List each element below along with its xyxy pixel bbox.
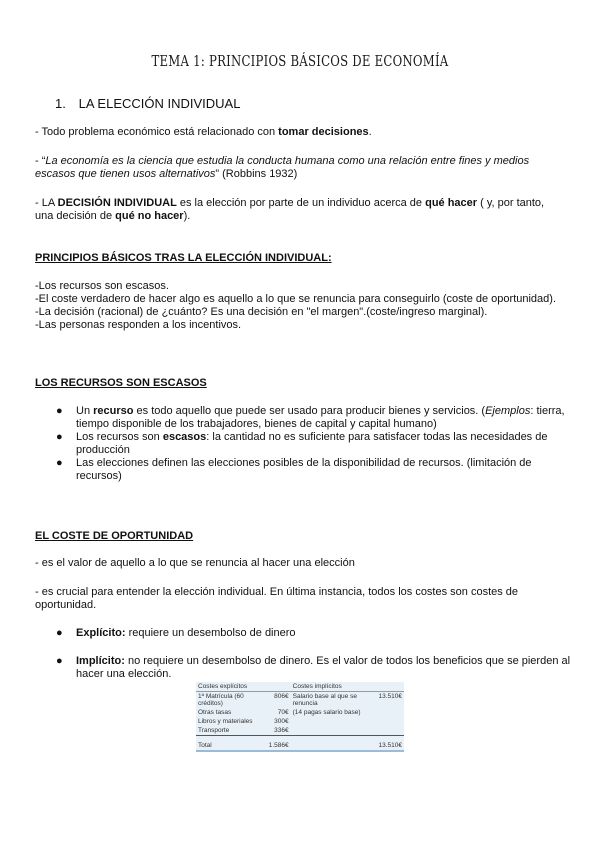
text: Las elecciones definen las elecciones posibles de la disponibilidad de recursos. (limitación de recursos) <box>76 457 532 482</box>
table-row <box>196 708 404 717</box>
text: no requiere un desembolso de dinero. Es el valor de todos los beneficios que se pierden al hacer una elección. <box>76 655 571 680</box>
heading-text: LA ELECCIÓN INDIVIDUAL <box>78 96 241 111</box>
text: . <box>368 126 372 138</box>
table-cell: 1ª Matrícula (60 créditos) <box>198 693 244 707</box>
table-cell: 806€ <box>274 693 289 700</box>
table-total-row <box>196 736 404 752</box>
page-title: TEMA 1: PRINCIPIOS BÁSICOS DE ECONOMÍA <box>151 52 449 70</box>
list-item-implicit <box>56 655 576 681</box>
bullet-icon: ● <box>56 431 63 443</box>
bullet-icon: ● <box>56 627 63 639</box>
text: ” (Robbins 1932) <box>215 168 298 180</box>
table-cell: (14 pagas salario base) <box>292 709 361 716</box>
table-cell: Libros y materiales <box>198 718 253 725</box>
bold-text: Implícito: <box>76 655 125 667</box>
heading-number: 1. <box>55 96 66 111</box>
opportunity-def-1: - es el valor de aquello a lo que se renuncia al hacer una elección <box>35 557 355 569</box>
section-opportunity-title: EL COSTE DE OPORTUNIDAD <box>35 530 194 542</box>
text: es la elección por parte de un individuo acerca de <box>176 197 426 209</box>
text: - LA <box>35 197 58 209</box>
quote-text: La economía es la ciencia que estudia la conducta humana como una relación entre fines y medios escasos que tienen usos alternativos <box>35 155 530 180</box>
text: ( y, por tanto, una decisión de <box>35 197 545 222</box>
costs-table <box>196 682 404 752</box>
bold-text: tomar decisiones <box>278 126 369 138</box>
paragraph-decisions <box>35 126 565 139</box>
table-cell: 336€ <box>274 727 289 734</box>
table-cell: 13.510€ <box>376 736 404 752</box>
opportunity-def-2: - es crucial para entender la elección individual. En última instancia, todos los costes son costes de oportunidad. <box>35 586 519 611</box>
principle-item: -La decisión (racional) de ¿cuánto? Es una decisión en "el margen".(coste/ingreso marginal). <box>35 306 488 318</box>
table-cell: Otras tasas <box>198 709 232 716</box>
text: : la cantidad no es suficiente para satisfacer todas las necesidades de producción <box>76 431 548 456</box>
text: Un <box>76 405 94 417</box>
bullet-icon: ● <box>56 655 63 667</box>
list-item-explicit <box>56 627 576 640</box>
table-header-explicit: Costes explícitos <box>196 682 291 692</box>
section-principles-title: PRINCIPIOS BÁSICOS TRAS LA ELECCIÓN INDIVIDUAL: <box>35 252 332 264</box>
principle-item: -El coste verdadero de hacer algo es aquello a lo que se renuncia para conseguirlo (coste de oportunidad). <box>35 293 556 305</box>
text: es todo aquello que puede ser usado para producir bienes y servicios. ( <box>133 405 486 417</box>
principles-list <box>35 280 565 332</box>
bullet-icon: ● <box>56 457 63 469</box>
list-item <box>56 405 566 431</box>
principle-item: -Las personas responden a los incentivos. <box>35 319 242 331</box>
resources-list <box>56 405 566 483</box>
list-item <box>56 431 566 457</box>
table-row <box>196 726 404 736</box>
table-cell: 13.510€ <box>378 693 402 700</box>
bold-text: qué no hacer <box>115 210 184 222</box>
text: : tierra, tiempo disponible de los trabajadores, bienes de capital y capital humano) <box>76 405 565 430</box>
text: ). <box>183 210 191 222</box>
table-row <box>196 692 404 709</box>
table-cell: Transporte <box>198 727 230 734</box>
text: - “ <box>35 155 46 167</box>
bold-text: recurso <box>93 405 134 417</box>
table-header-row <box>196 682 404 692</box>
list-item <box>56 457 566 483</box>
text: - Todo problema económico está relacionado con <box>35 126 279 138</box>
paragraph-individual-decision <box>35 197 565 223</box>
table-cell: 300€ <box>274 718 289 725</box>
section-heading <box>55 96 240 111</box>
principle-item: -Los recursos son escasos. <box>35 280 169 292</box>
table-cell: 1.586€ <box>267 736 291 752</box>
bold-text: escasos <box>162 431 207 443</box>
section-resources-title: LOS RECURSOS SON ESCASOS <box>35 377 207 389</box>
table-header-implicit: Costes implícitos <box>291 682 404 692</box>
bold-text: DECISIÓN INDIVIDUAL <box>57 197 177 209</box>
bold-text: Explícito: <box>76 627 126 639</box>
italic-text: Ejemplos <box>485 405 531 417</box>
text: requiere un desembolso de dinero <box>125 627 296 639</box>
table-cell: 70€ <box>277 709 289 716</box>
table-cell: Total <box>196 736 267 752</box>
text: Los recursos son <box>76 431 163 443</box>
bullet-icon: ● <box>56 405 63 417</box>
paragraph-definition <box>35 155 565 181</box>
table-cell: Salario base al que se renuncia <box>292 693 357 707</box>
bold-text: qué hacer <box>425 197 478 209</box>
